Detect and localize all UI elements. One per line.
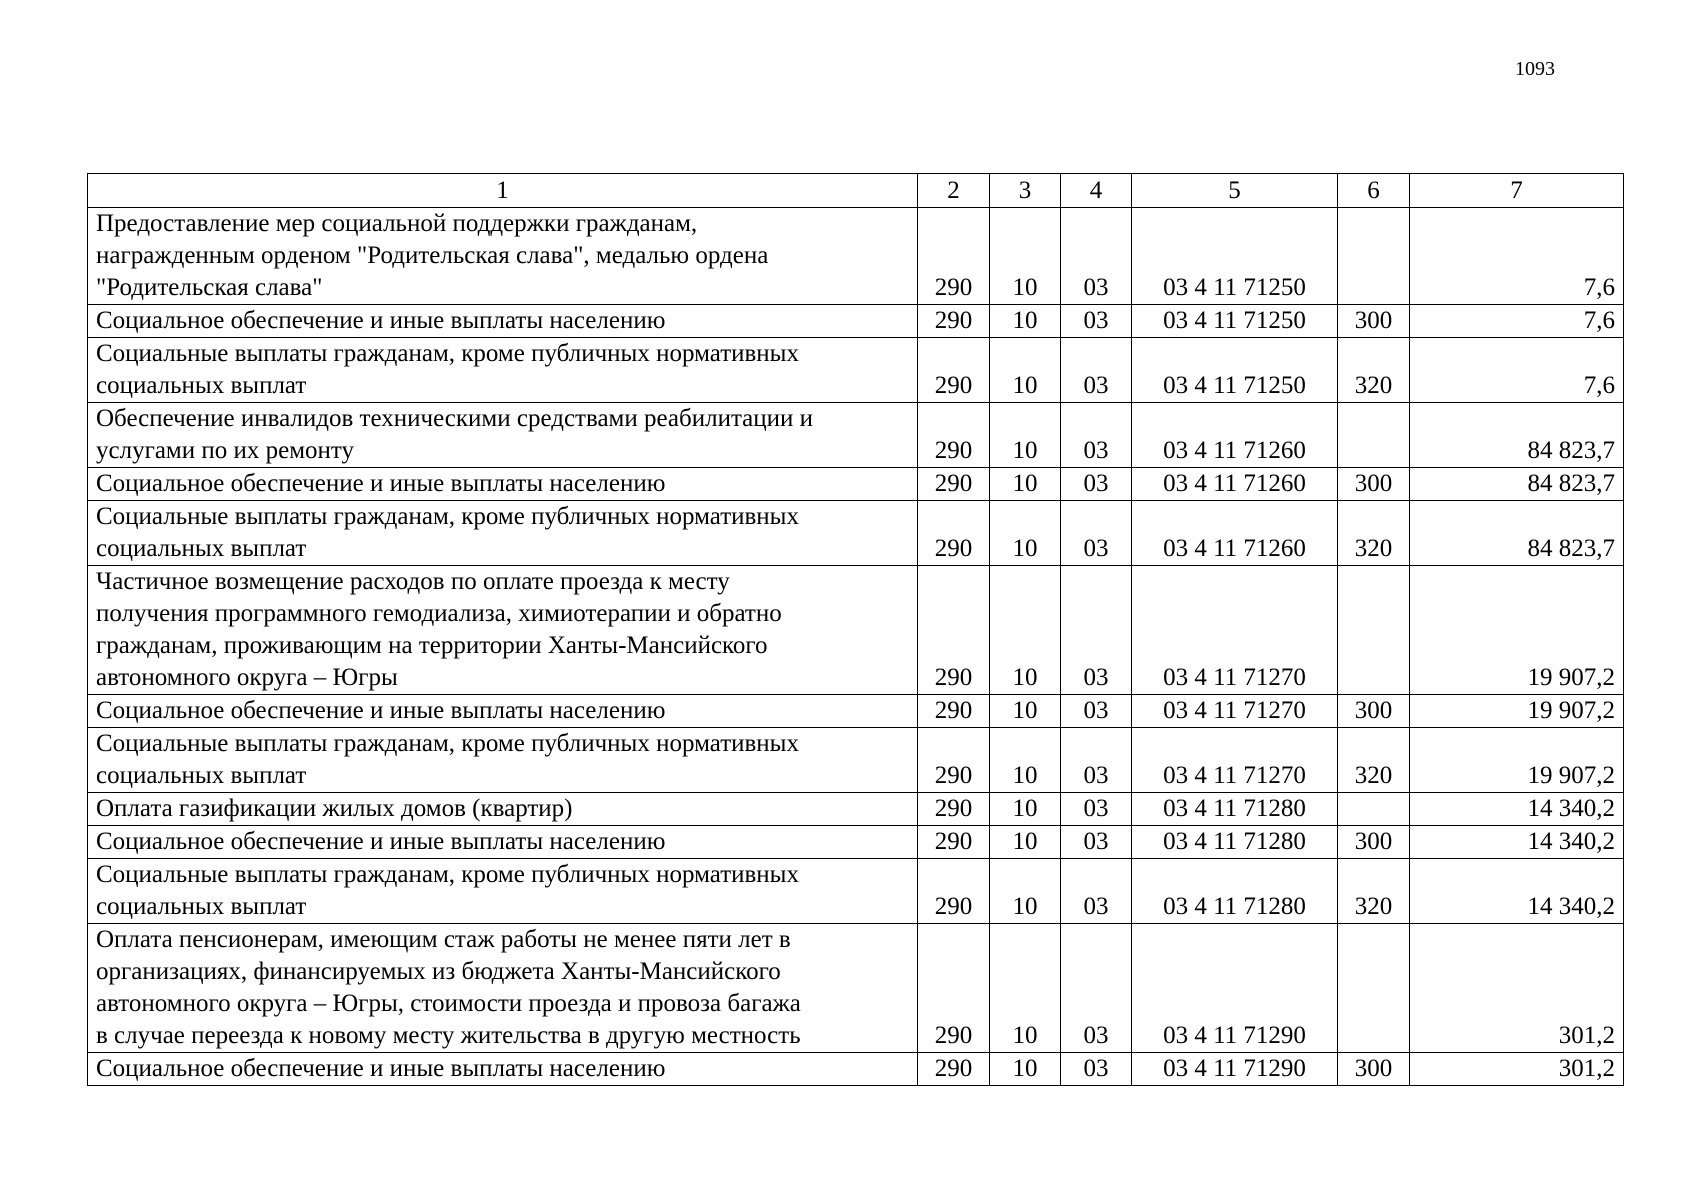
- admin-code-cell: 290: [918, 695, 990, 728]
- expense-type-cell: 320: [1338, 501, 1410, 566]
- row-name-line: Социальные выплаты гражданам, кроме публичных нормативных: [96, 861, 799, 888]
- row-name-line: Оплата пенсионерам, имеющим стаж работы не менее пяти лет в: [96, 926, 791, 953]
- table-header: [88, 174, 1624, 208]
- table-row: [88, 566, 1624, 695]
- target-article-cell: 03 4 11 71250: [1132, 208, 1338, 305]
- header-col-2: 2: [918, 174, 990, 208]
- header-col-6: 6: [1338, 174, 1410, 208]
- admin-code-cell: 290: [918, 728, 990, 793]
- target-article-cell: 03 4 11 71290: [1132, 1053, 1338, 1086]
- amount-cell: 14 340,2: [1410, 793, 1624, 826]
- row-name-line: социальных выплат: [96, 893, 307, 920]
- table-row: [88, 924, 1624, 1053]
- row-name-line: гражданам, проживающим на территории Ханты-Мансийского: [96, 632, 768, 659]
- row-name-line: автономного округа – Югры, стоимости проезда и провоза багажа: [96, 990, 801, 1017]
- admin-code-cell: 290: [918, 826, 990, 859]
- amount-cell: 7,6: [1410, 338, 1624, 403]
- subsection-cell: 03: [1061, 566, 1132, 695]
- row-name-cell: [88, 501, 918, 566]
- header-col-4: 4: [1061, 174, 1132, 208]
- row-name-cell: [88, 695, 918, 728]
- table-row: [88, 695, 1624, 728]
- header-row: [88, 174, 1624, 208]
- amount-cell: 7,6: [1410, 305, 1624, 338]
- row-name-line: получения программного гемодиализа, химиотерапии и обратно: [96, 600, 782, 627]
- expense-type-cell: 320: [1338, 338, 1410, 403]
- row-name-cell: [88, 793, 918, 826]
- row-name-line: социальных выплат: [96, 372, 307, 399]
- section-cell: 10: [990, 793, 1061, 826]
- section-cell: 10: [990, 1053, 1061, 1086]
- section-cell: 10: [990, 566, 1061, 695]
- subsection-cell: 03: [1061, 468, 1132, 501]
- section-cell: 10: [990, 208, 1061, 305]
- page-number: 1093: [1515, 58, 1555, 80]
- section-cell: 10: [990, 826, 1061, 859]
- expense-type-cell: 300: [1338, 468, 1410, 501]
- table-row: [88, 208, 1624, 305]
- target-article-cell: 03 4 11 71290: [1132, 924, 1338, 1053]
- header-col-3: 3: [990, 174, 1061, 208]
- row-name-cell: [88, 826, 918, 859]
- row-name-cell: [88, 924, 918, 1053]
- budget-table: [87, 173, 1624, 1086]
- row-name-line: Социальное обеспечение и иные выплаты населению: [96, 1055, 666, 1082]
- row-name-line: Социальные выплаты гражданам, кроме публичных нормативных: [96, 503, 799, 530]
- admin-code-cell: 290: [918, 338, 990, 403]
- subsection-cell: 03: [1061, 728, 1132, 793]
- table-row: [88, 1053, 1624, 1086]
- target-article-cell: 03 4 11 71280: [1132, 826, 1338, 859]
- amount-cell: 301,2: [1410, 924, 1624, 1053]
- expense-type-cell: 300: [1338, 1053, 1410, 1086]
- header-col-7: 7: [1410, 174, 1624, 208]
- row-name-line: услугами по их ремонту: [96, 437, 355, 464]
- expense-type-cell: 300: [1338, 826, 1410, 859]
- row-name-line: награжденным орденом "Родительская слава", медалью ордена: [96, 242, 769, 269]
- table-row: [88, 403, 1624, 468]
- admin-code-cell: 290: [918, 566, 990, 695]
- amount-cell: 14 340,2: [1410, 859, 1624, 924]
- expense-type-cell: [1338, 793, 1410, 826]
- row-name-line: социальных выплат: [96, 535, 307, 562]
- amount-cell: 84 823,7: [1410, 403, 1624, 468]
- table-row: [88, 501, 1624, 566]
- expense-type-cell: [1338, 924, 1410, 1053]
- amount-cell: 14 340,2: [1410, 826, 1624, 859]
- row-name-line: Оплата газификации жилых домов (квартир): [96, 795, 573, 822]
- table-row: [88, 468, 1624, 501]
- amount-cell: 84 823,7: [1410, 468, 1624, 501]
- section-cell: 10: [990, 924, 1061, 1053]
- expense-type-cell: 320: [1338, 728, 1410, 793]
- admin-code-cell: 290: [918, 501, 990, 566]
- row-name-line: в случае переезда к новому месту жительства в другую местность: [96, 1022, 801, 1049]
- target-article-cell: 03 4 11 71270: [1132, 728, 1338, 793]
- row-name-line: "Родительская слава": [96, 274, 323, 301]
- admin-code-cell: 290: [918, 468, 990, 501]
- admin-code-cell: 290: [918, 305, 990, 338]
- section-cell: 10: [990, 403, 1061, 468]
- expense-type-cell: [1338, 208, 1410, 305]
- admin-code-cell: 290: [918, 403, 990, 468]
- row-name-line: Социальное обеспечение и иные выплаты населению: [96, 470, 666, 497]
- admin-code-cell: 290: [918, 859, 990, 924]
- row-name-line: Социальные выплаты гражданам, кроме публичных нормативных: [96, 340, 799, 367]
- row-name-cell: [88, 1053, 918, 1086]
- target-article-cell: 03 4 11 71280: [1132, 793, 1338, 826]
- amount-cell: 19 907,2: [1410, 566, 1624, 695]
- target-article-cell: 03 4 11 71270: [1132, 566, 1338, 695]
- table-row: [88, 826, 1624, 859]
- admin-code-cell: 290: [918, 1053, 990, 1086]
- row-name-cell: [88, 403, 918, 468]
- table-row: [88, 338, 1624, 403]
- subsection-cell: 03: [1061, 403, 1132, 468]
- subsection-cell: 03: [1061, 1053, 1132, 1086]
- amount-cell: 7,6: [1410, 208, 1624, 305]
- subsection-cell: 03: [1061, 793, 1132, 826]
- row-name-line: автономного округа – Югры: [96, 664, 398, 691]
- target-article-cell: 03 4 11 71260: [1132, 468, 1338, 501]
- section-cell: 10: [990, 468, 1061, 501]
- row-name-line: Социальное обеспечение и иные выплаты населению: [96, 307, 666, 334]
- admin-code-cell: 290: [918, 793, 990, 826]
- section-cell: 10: [990, 859, 1061, 924]
- target-article-cell: 03 4 11 71250: [1132, 338, 1338, 403]
- section-cell: 10: [990, 728, 1061, 793]
- row-name-line: организациях, финансируемых из бюджета Ханты-Мансийского: [96, 958, 781, 985]
- admin-code-cell: 290: [918, 924, 990, 1053]
- table-row: [88, 793, 1624, 826]
- header-col-1: 1: [88, 174, 918, 208]
- row-name-line: Частичное возмещение расходов по оплате проезда к месту: [96, 568, 730, 595]
- section-cell: 10: [990, 501, 1061, 566]
- amount-cell: 19 907,2: [1410, 728, 1624, 793]
- amount-cell: 19 907,2: [1410, 695, 1624, 728]
- row-name-cell: [88, 468, 918, 501]
- admin-code-cell: 290: [918, 208, 990, 305]
- section-cell: 10: [990, 338, 1061, 403]
- row-name-line: Социальное обеспечение и иные выплаты населению: [96, 697, 666, 724]
- row-name-line: социальных выплат: [96, 762, 307, 789]
- row-name-line: Предоставление мер социальной поддержки гражданам,: [96, 210, 698, 237]
- subsection-cell: 03: [1061, 695, 1132, 728]
- subsection-cell: 03: [1061, 338, 1132, 403]
- subsection-cell: 03: [1061, 208, 1132, 305]
- row-name-cell: [88, 728, 918, 793]
- expense-type-cell: 320: [1338, 859, 1410, 924]
- row-name-line: Социальные выплаты гражданам, кроме публичных нормативных: [96, 730, 799, 757]
- expense-type-cell: 300: [1338, 305, 1410, 338]
- subsection-cell: 03: [1061, 826, 1132, 859]
- subsection-cell: 03: [1061, 924, 1132, 1053]
- subsection-cell: 03: [1061, 305, 1132, 338]
- target-article-cell: 03 4 11 71260: [1132, 501, 1338, 566]
- row-name-cell: [88, 859, 918, 924]
- subsection-cell: 03: [1061, 501, 1132, 566]
- target-article-cell: 03 4 11 71280: [1132, 859, 1338, 924]
- row-name-line: Обеспечение инвалидов техническими средствами реабилитации и: [96, 405, 814, 432]
- table-row: [88, 859, 1624, 924]
- expense-type-cell: [1338, 403, 1410, 468]
- row-name-cell: [88, 305, 918, 338]
- row-name-cell: [88, 338, 918, 403]
- amount-cell: 301,2: [1410, 1053, 1624, 1086]
- target-article-cell: 03 4 11 71270: [1132, 695, 1338, 728]
- target-article-cell: 03 4 11 71250: [1132, 305, 1338, 338]
- table-row: [88, 728, 1624, 793]
- row-name-cell: [88, 566, 918, 695]
- table-body: [88, 208, 1624, 1086]
- row-name-cell: [88, 208, 918, 305]
- amount-cell: 84 823,7: [1410, 501, 1624, 566]
- section-cell: 10: [990, 695, 1061, 728]
- expense-type-cell: 300: [1338, 695, 1410, 728]
- subsection-cell: 03: [1061, 859, 1132, 924]
- header-col-5: 5: [1132, 174, 1338, 208]
- section-cell: 10: [990, 305, 1061, 338]
- row-name-line: Социальное обеспечение и иные выплаты населению: [96, 828, 666, 855]
- table-row: [88, 305, 1624, 338]
- target-article-cell: 03 4 11 71260: [1132, 403, 1338, 468]
- expense-type-cell: [1338, 566, 1410, 695]
